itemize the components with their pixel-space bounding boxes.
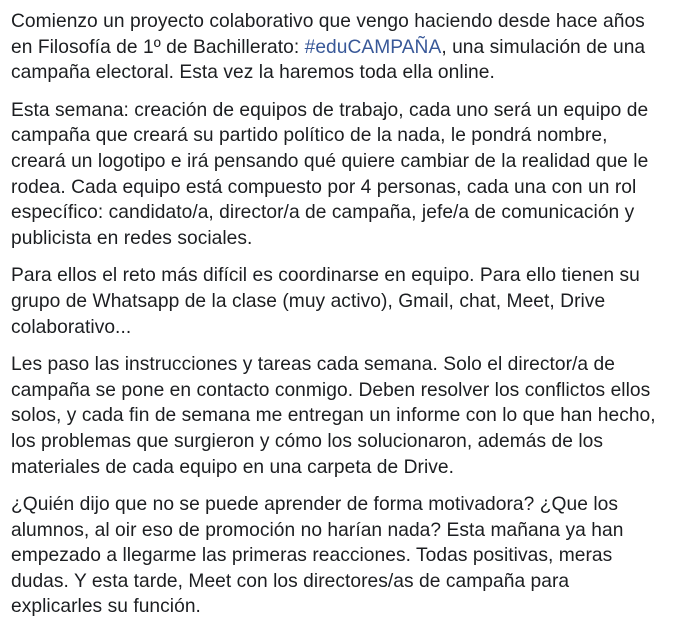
intro-text-before: Comienzo un proyecto colaborativo que vengo haciendo desde hace años en Filosofía de 1º de Bachillerato: xyxy=(11,11,645,58)
hashtag-link-educampana[interactable]: #eduCAMPAÑA xyxy=(304,36,442,58)
post-paragraph-coordination: Para ellos el reto más difícil es coordinarse en equipo. Para ello tienen su grupo de Whatsapp de la clase (muy activo), Gmail, chat, Meet, Drive colaborativo... xyxy=(11,265,640,338)
post-paragraph-instructions: Les paso las instrucciones y tareas cada semana. Solo el director/a de campaña se pone en contacto conmigo. Deben resolver los conflictos ellos solos, y cada fin de semana me entregan un informe con lo que han hecho, los problemas que surgieron y cómo los solucionaron, además de los materiales de cada equipo en una carpeta de Drive. xyxy=(11,354,656,478)
post-paragraph-teams: Esta semana: creación de equipos de trabajo, cada uno será un equipo de campaña que creará su partido político de la nada, le pondrá nombre, creará un logotipo e irá pensando qué quiere cambiar de la realidad que le rodea. Cada equipo está compuesto por 4 personas, cada una con un rol específico: candidato/a, director/a de campaña, jefe/a de comunicación y publicista en redes sociales. xyxy=(11,99,649,249)
post-paragraph-reactions: ¿Quién dijo que no se puede aprender de forma motivadora? ¿Que los alumnos, al oir eso de promoción no harían nada? Esta mañana ya han empezado a llegarme las primeras reacciones. Todas positivas, meras dudas. Y esta tarde, Meet con los directores/as de campaña para explicarles su función. xyxy=(11,494,624,618)
post-paragraph-intro xyxy=(11,9,675,86)
post-body xyxy=(11,9,675,620)
intro-text-after: , una simulación de una campaña electoral. Esta vez la haremos toda ella online. xyxy=(11,36,646,84)
